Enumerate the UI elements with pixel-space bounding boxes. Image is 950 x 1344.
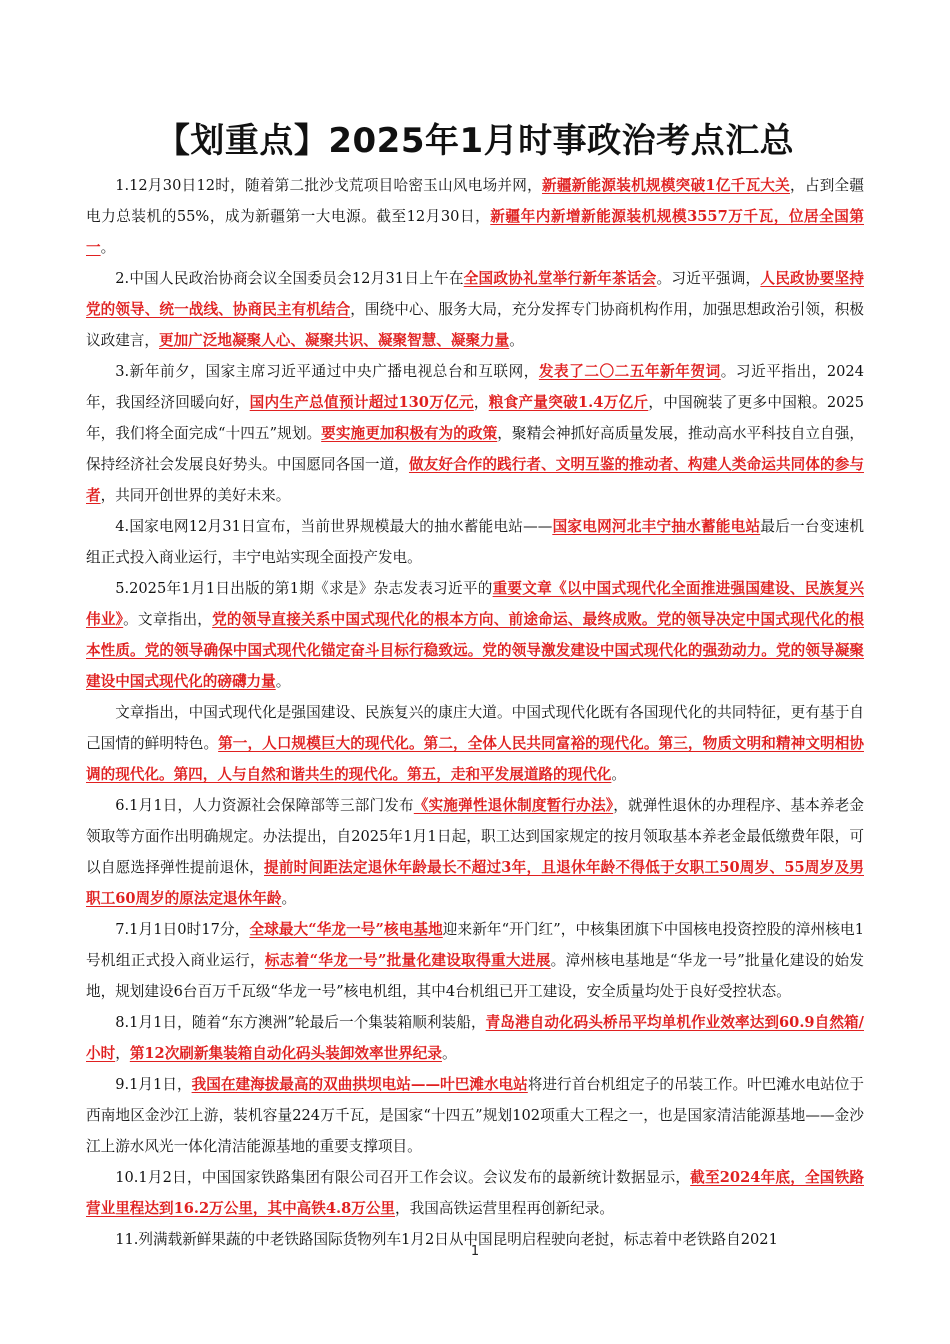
document-body [86, 170, 864, 1255]
highlighted-text: 要实施更加积极有为的政策 [321, 425, 498, 442]
body-text: 将进行首台机组定子的吊装工作。叶巴滩水电站位于西南地区金沙江上游，装机容量224万千瓦，是国家“十四五”规划102项重大工程之一，也是国家清洁能源基地——金沙江上游水风光一体化清洁能源基地的重要支撑项目。 [86, 1076, 864, 1155]
body-text: 。文章指出， [123, 611, 213, 628]
highlighted-text: 人民政协要坚持党的领导、统一战线、协商民主有机结合 [86, 270, 864, 318]
body-text: ，共同开创世界的美好未来。 [100, 487, 291, 504]
paragraph [86, 914, 864, 1007]
highlighted-text: 全球最大“华龙一号”核电基地 [249, 921, 443, 938]
highlighted-text: 粮食产量突破1.4万亿斤 [488, 394, 649, 411]
paragraph [86, 790, 864, 914]
body-text: 。 [442, 1045, 457, 1062]
paragraph [86, 511, 864, 573]
paragraph [86, 170, 864, 263]
highlighted-text: 截至2024年底，全国铁路营业里程达到16.2万公里，其中高铁4.8万公里 [86, 1169, 864, 1217]
body-text: ，围绕中心、服务大局，充分发挥专门协商机构作用，加强思想政治引领，积极议政建言， [86, 301, 864, 349]
body-text: 2.中国人民政治协商会议全国委员会12月31日上午在 [115, 270, 464, 287]
body-text: ， [115, 1045, 130, 1062]
body-text: 6.1月1日，人力资源社会保障部等三部门发布 [115, 797, 414, 814]
body-text: 8.1月1日，随着“东方澳洲”轮最后一个集装箱顺利装船， [115, 1014, 486, 1031]
paragraph [86, 356, 864, 511]
body-text: 。漳州核电基地是“华龙一号”批量化建设的始发地，规划建设6台百万千瓦级“华龙一号”核电机组，其中4台机组已开工建设，安全质量均处于良好受控状态。 [86, 952, 864, 1000]
highlighted-text: 新疆新能源装机规模突破1亿千瓦大关 [541, 177, 790, 194]
paragraph [86, 263, 864, 356]
body-text: 。 [509, 332, 524, 349]
body-text: ，我国高铁运营里程再创新纪录。 [395, 1200, 614, 1217]
body-text: 4.国家电网12月31日宣布，当前世界规模最大的抽水蓄能电站—— [115, 518, 553, 535]
body-text: 。习近平强调， [656, 270, 761, 287]
highlighted-text: 重要文章《以中国式现代化全面推进强国建设、民族复兴伟业》 [86, 580, 864, 628]
highlighted-text: 《实施弹性退休制度暂行办法》 [413, 797, 614, 814]
paragraph [86, 1162, 864, 1224]
body-text: 最后一台变速机组正式投入商业运行，丰宁电站实现全面投产发电。 [86, 518, 864, 566]
highlighted-text: 党的领导直接关系中国式现代化的根本方向、前途命运、最终成败。党的领导决定中国式现代化的根本性质。党的领导确保中国式现代化锚定奋斗目标行稳致远。党的领导激发建设中国式现代化的强劲动力。党的领导凝聚建设中国式现代化的磅礴力量 [86, 611, 864, 690]
highlighted-text: 国家电网河北丰宁抽水蓄能电站 [552, 518, 761, 535]
body-text: 7.1月1日0时17分， [115, 921, 250, 938]
body-text: ，占到全疆电力总装机的55%，成为新疆第一大电源。截至12月30日， [86, 177, 864, 225]
body-text: 10.1月2日，中国国家铁路集团有限公司召开工作会议。会议发布的最新统计数据显示， [115, 1169, 691, 1186]
body-text: ，中国碗装了更多中国粮。2025年，我们将全面完成“十四五”规划。 [86, 394, 864, 442]
highlighted-text: 青岛港自动化码头桥吊平均单机作业效率达到60.9自然箱/小时 [86, 1014, 864, 1062]
highlighted-text: 国内生产总值预计超过130万亿元 [249, 394, 474, 411]
body-text: 迎来新年“开门红”，中核集团旗下中国核电投资控股的漳州核电1号机组正式投入商业运行， [86, 921, 864, 969]
body-text: 。 [275, 673, 291, 690]
highlighted-text: 第12次刷新集装箱自动化码头装卸效率世界纪录 [129, 1045, 442, 1062]
highlighted-text: 新疆年内新增新能源装机规模3557万千瓦，位居全国第一 [86, 208, 864, 256]
body-text: 。习近平指出，2024年，我国经济回暖向好， [86, 363, 864, 411]
body-text: 5.2025年1月1日出版的第1期《求是》杂志发表习近平的 [115, 580, 493, 597]
paragraph [86, 697, 864, 790]
page-number: 1 [470, 1244, 480, 1259]
highlighted-text: 标志着“华龙一号”批量化建设取得重大进展 [264, 952, 551, 969]
page-title: 【划重点】2025年1月时事政治考点汇总 [155, 121, 795, 161]
highlighted-text: 我国在建海拔最高的双曲拱坝电站——叶巴滩水电站 [191, 1076, 528, 1093]
body-text: 。 [100, 239, 116, 256]
document-page [86, 118, 864, 1255]
paragraph [86, 573, 864, 697]
body-text: ， [473, 394, 489, 411]
paragraph [86, 1007, 864, 1069]
body-text: 文章指出，中国式现代化是强国建设、民族复兴的康庄大道。中国式现代化既有各国现代化的共同特征，更有基于自己国情的鲜明特色。 [86, 704, 864, 752]
highlighted-text: 提前时间距法定退休年龄最长不超过3年，且退休年龄不得低于女职工50周岁、55周岁及男职工60周岁的原法定退休年龄 [86, 859, 864, 907]
body-text: 11.列满载新鲜果蔬的中老铁路国际货物列车1月2日从中国昆明启程驶向老挝，标志着中老铁路自2021 [115, 1231, 778, 1248]
body-text: ，聚精会神抓好高质量发展，推动高水平科技自立自强，保持经济社会发展良好势头。中国愿同各国一道， [86, 425, 864, 473]
highlighted-text: 第一，人口规模巨大的现代化。第二，全体人民共同富裕的现代化。第三，物质文明和精神文明相协调的现代化。第四，人与自然和谐共生的现代化。第五，走和平发展道路的现代化 [86, 735, 864, 783]
body-text: 9.1月1日， [115, 1076, 192, 1093]
highlighted-text: 全国政协礼堂举行新年茶话会 [463, 270, 657, 287]
paragraph [86, 1069, 864, 1162]
body-text: 1.12月30日12时，随着第二批沙戈荒项目哈密玉山风电场并网， [115, 177, 542, 194]
body-text: 。 [611, 766, 626, 783]
highlighted-text: 做友好合作的践行者、文明互鉴的推动者、构建人类命运共同体的参与者 [86, 456, 864, 504]
highlighted-text: 更加广泛地凝聚人心、凝聚共识、凝聚智慧、凝聚力量 [158, 332, 510, 349]
body-text: 。 [281, 890, 297, 907]
body-text: 3.新年前夕，国家主席习近平通过中央广播电视总台和互联网， [115, 363, 539, 380]
highlighted-text: 发表了二〇二五年新年贺词 [538, 363, 721, 380]
body-text: ，就弹性退休的办理程序、基本养老金领取等方面作出明确规定。办法提出，自2025年1月1日起，职工达到国家规定的按月领取基本养老金最低缴费年限，可以自愿选择弹性提前退休， [86, 797, 865, 876]
